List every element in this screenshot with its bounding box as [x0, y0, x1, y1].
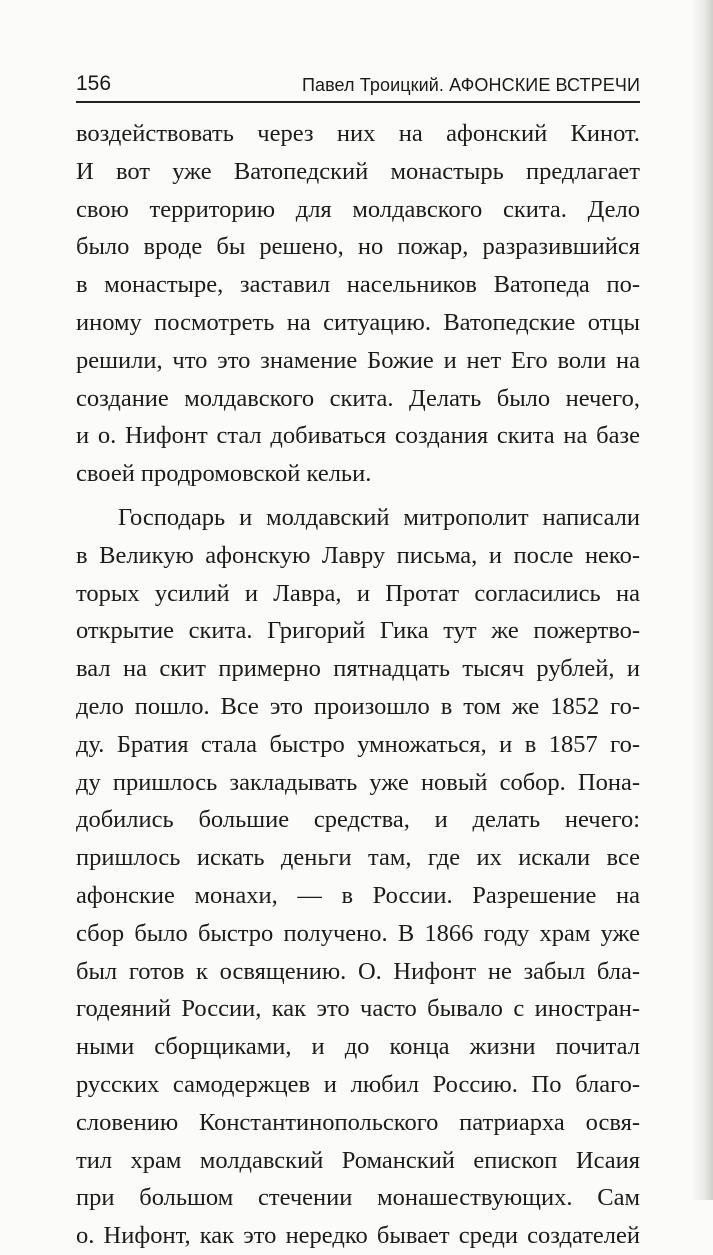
- text-line: Господарь и молдавский митрополит написали: [118, 503, 640, 531]
- text-line: ду. Братия стала быстро умножаться, и в 1857 го-: [76, 730, 640, 758]
- text-line: русских самодержцев и любил Россию. По благо-: [76, 1070, 640, 1098]
- text-line: решили, что это знамение Божие и нет Его воли на: [76, 346, 640, 374]
- text-line: при большом стечении монашествующих. Сам: [76, 1184, 640, 1212]
- text-line: сбор было быстро получено. В 1866 году храм уже: [76, 919, 640, 947]
- text-line: вал на скит примерно пятнадцать тысяч рублей, и: [76, 655, 640, 683]
- text-line: ными сборщиками, и до конца жизни почитал: [76, 1033, 640, 1061]
- page-number: 156: [76, 72, 112, 95]
- text-line: в Великую афонскую Лавру письма, и после неко-: [76, 541, 640, 569]
- header-rule: [76, 101, 640, 103]
- running-title: Павел Троицкий. АФОНСКИЕ ВСТРЕЧИ: [301, 75, 640, 95]
- text-line: в монастыре, заставил насельников Ватопеда по-: [76, 271, 640, 299]
- text-line: дело пошло. Все это произошло в том же 1852 го-: [76, 692, 640, 720]
- text-line: воздействовать через них на афонский Кинот.: [76, 120, 640, 147]
- page-header: [76, 70, 640, 98]
- scan-edge-shadow: [691, 0, 713, 1200]
- text-line: добились большие средства, и делать нечего:: [76, 806, 640, 834]
- text-line: о. Нифонт, как это нередко бывает среди создателей: [76, 1222, 640, 1250]
- text-line: свою территорию для молдавского скита. Дело: [76, 195, 640, 223]
- body-text: [76, 115, 640, 1255]
- text-line: годеяний России, как это часто бывало с иностран-: [76, 995, 640, 1023]
- text-line: было вроде бы решено, но пожар, разразившийся: [76, 233, 640, 261]
- text-line: своей продромовской кельи.: [76, 460, 372, 488]
- text-line: торых усилий и Лавра, и Протат согласились на: [76, 579, 640, 607]
- text-line: словению Константинопольского патриарха освя-: [76, 1108, 640, 1136]
- text-line: тил храм молдавский Романский епископ Исаия: [76, 1146, 640, 1174]
- text-line: и о. Нифонт стал добиваться создания скита на базе: [76, 422, 640, 450]
- text-line: открытие скита. Григорий Гика тут же пожертво-: [76, 617, 640, 645]
- text-line: И вот уже Ватопедский монастырь предлагает: [76, 157, 640, 185]
- text-line: пришлось искать деньги там, где их искали все: [76, 844, 640, 872]
- text-line: создание молдавского скита. Делать было нечего,: [76, 384, 640, 412]
- text-line: афонские монахи, — в России. Разрешение на: [76, 881, 640, 909]
- text-line: иному посмотреть на ситуацию. Ватопедские отцы: [76, 308, 640, 336]
- text-line: был готов к освящению. О. Нифонт не забыл бла-: [76, 957, 640, 985]
- text-line: ду пришлось закладывать уже новый собор. Пона-: [76, 768, 640, 796]
